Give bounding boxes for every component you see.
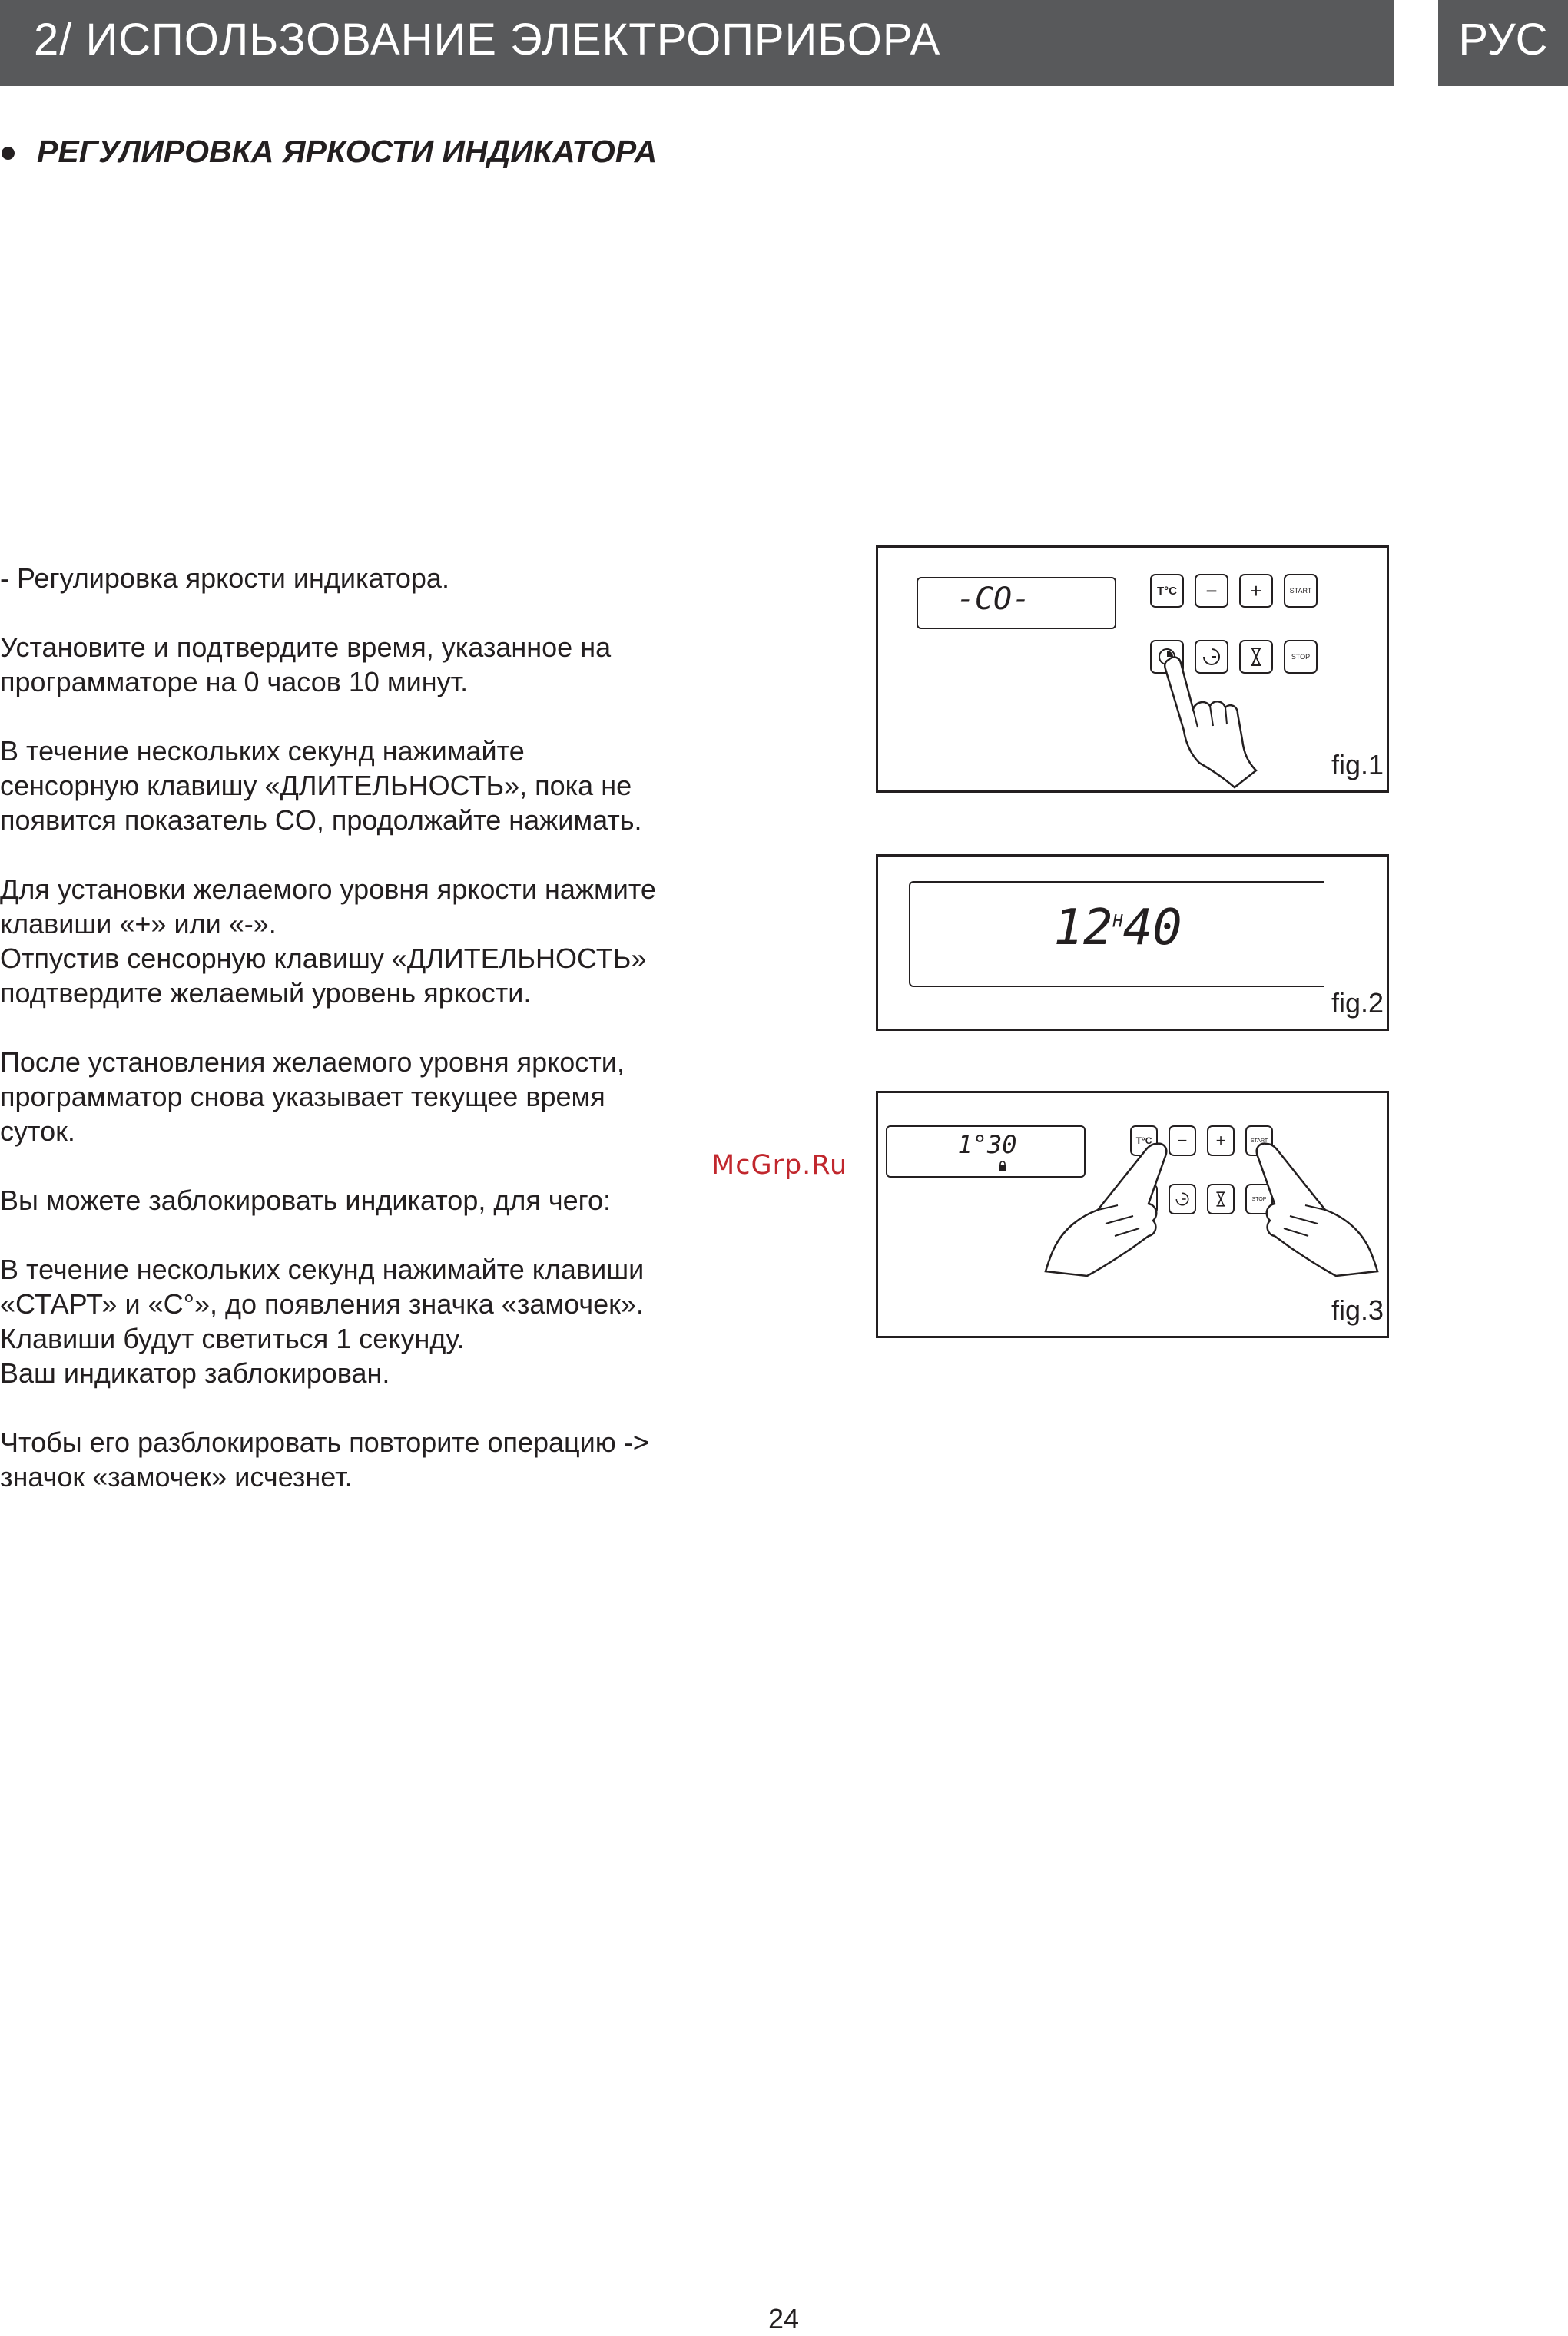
display-readout xyxy=(910,900,1325,956)
left-hand-icon xyxy=(1041,1141,1172,1279)
timer-button xyxy=(1207,1184,1235,1214)
paragraph: - Регулировка яркости индикатора. xyxy=(0,562,449,594)
display-panel xyxy=(909,881,1324,987)
paragraph: Вы можете заблокировать индикатор, для чего: xyxy=(0,1185,611,1216)
figure-2 xyxy=(876,854,1389,1031)
stop-button: STOP xyxy=(1284,640,1318,674)
end-time-icon xyxy=(1175,1191,1190,1207)
language-label: РУС xyxy=(1458,15,1548,65)
instructions-text xyxy=(0,561,753,1529)
display-readout: 1°30 xyxy=(957,1130,1017,1159)
display-hours-marker: H xyxy=(1112,912,1123,932)
bullet-icon xyxy=(2,147,15,160)
start-button: START xyxy=(1284,574,1318,608)
plus-button: + xyxy=(1239,574,1273,608)
pointing-hand-icon xyxy=(1162,655,1270,790)
paragraph: Чтобы его разблокировать повторите операцию -> значок «замочек» исчезнет. xyxy=(0,1426,649,1493)
paragraph: После установления желаемого уровня яркости, программатор снова указывает текущее время суток. xyxy=(0,1046,625,1147)
display-minutes: 40 xyxy=(1122,900,1182,956)
plus-button: + xyxy=(1207,1125,1235,1156)
section-title: РЕГУЛИРОВКА ЯРКОСТИ ИНДИКАТОРА xyxy=(37,134,658,169)
hourglass-icon xyxy=(1215,1191,1227,1208)
temperature-button: T°C xyxy=(1130,1125,1158,1156)
paragraph: Установите и подтвердите время, указанное на программаторе на 0 часов 10 минут. xyxy=(0,631,612,697)
paragraph: Для установки желаемого уровня яркости нажмите клавиши «+» или «-». Отпустив сенсорную клавишу «ДЛИТЕЛЬНОСТЬ» подтвердите желаемый уровень яркости. xyxy=(0,873,656,1009)
page-header-title: 2/ ИСПОЛЬЗОВАНИЕ ЭЛЕКТРОПРИБОРА xyxy=(34,15,941,65)
watermark: McGrp.Ru xyxy=(711,1150,848,1181)
temperature-button: T°C xyxy=(1150,574,1184,608)
page-number: 24 xyxy=(767,2303,800,2334)
stop-button: STOP xyxy=(1245,1184,1273,1214)
start-button: START xyxy=(1245,1125,1273,1156)
figure-3 xyxy=(876,1091,1389,1338)
right-hand-icon xyxy=(1251,1141,1382,1279)
figure-1 xyxy=(876,545,1389,793)
display-hours: 12 xyxy=(1053,900,1113,956)
end-time-button xyxy=(1169,1184,1196,1214)
display-panel xyxy=(917,577,1116,629)
figure-label: fig.1 xyxy=(1331,749,1384,780)
figure-label: fig.2 xyxy=(1331,987,1384,1019)
lock-icon xyxy=(998,1161,1007,1171)
display-readout: -CO- xyxy=(956,582,1031,617)
minus-button: − xyxy=(1169,1125,1196,1156)
minus-button: − xyxy=(1195,574,1228,608)
paragraph: В течение нескольких секунд нажимайте сенсорную клавишу «ДЛИТЕЛЬНОСТЬ», пока не появится показатель CO, продолжайте нажимать. xyxy=(0,735,642,836)
figure-label: fig.3 xyxy=(1331,1294,1384,1326)
paragraph: В течение нескольких секунд нажимайте клавиши «СТАРТ» и «C°», до появления значка «замочек». Клавиши будут светиться 1 секунду. Ваш индикатор заблокирован. xyxy=(0,1254,645,1389)
